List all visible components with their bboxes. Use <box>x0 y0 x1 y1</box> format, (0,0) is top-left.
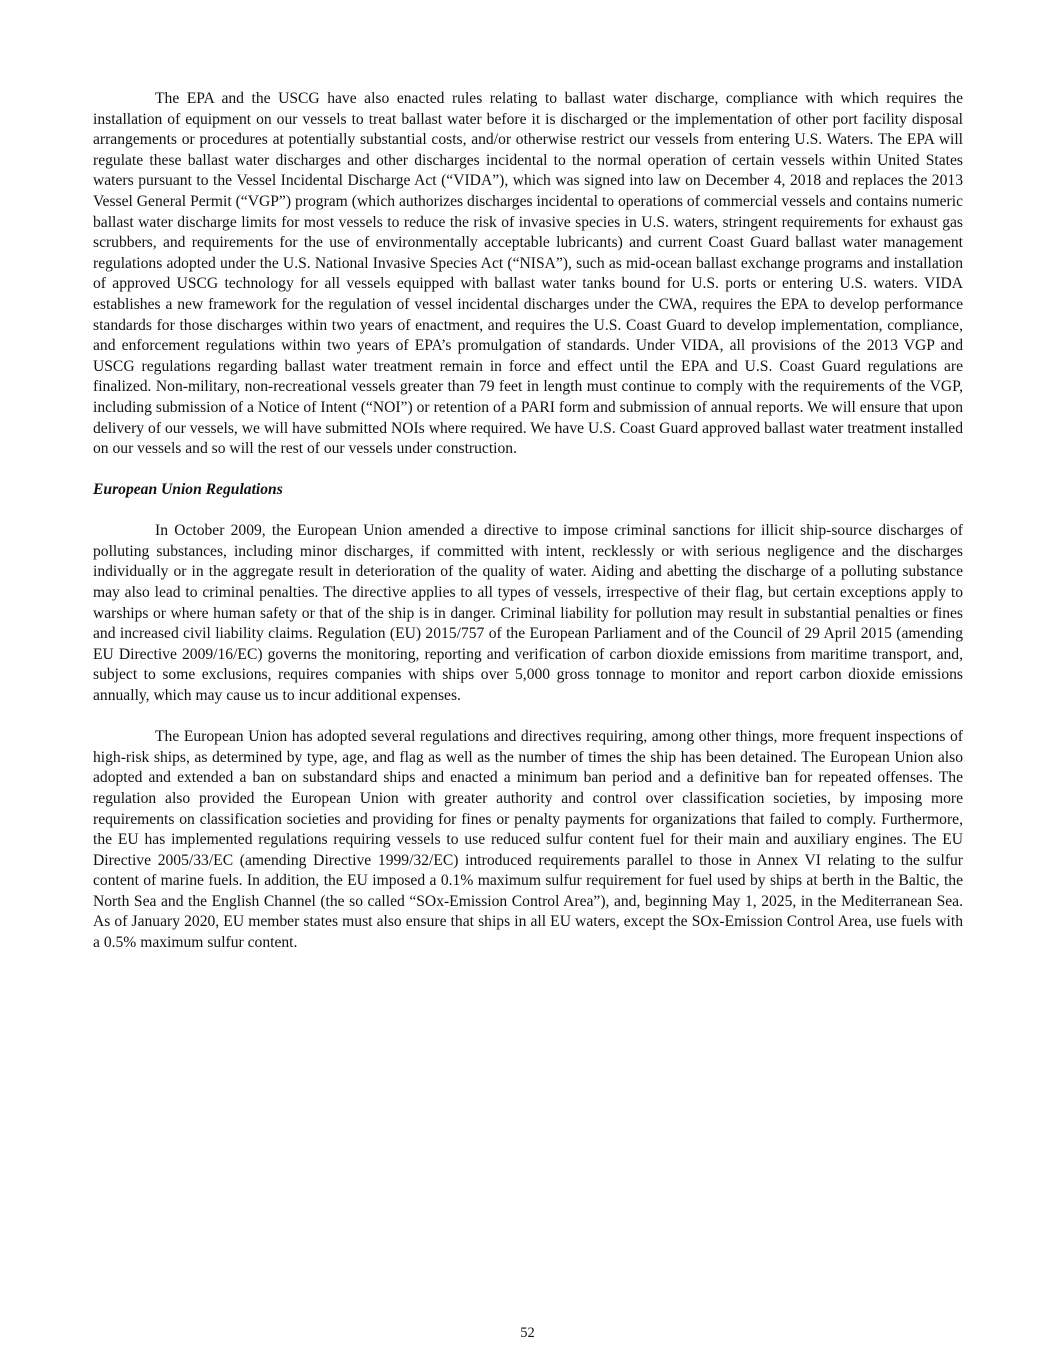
paragraph-eu-criminal-sanctions: In October 2009, the European Union amended a directive to impose criminal sanctions for illicit ship-source discharges of polluting substances, including minor discharges, if committed with intent, recklessly or with serious negligence and the discharges individually or in the aggregate result in deterioration of the quality of water. Aiding and abetting the discharge of a polluting substance may also lead to criminal penalties. The directive applies to all types of vessels, irrespective of their flag, but certain exceptions apply to warships or where human safety or that of the ship is in danger. Criminal liability for pollution may result in substantial penalties or fines and increased civil liability claims. Regulation (EU) 2015/757 of the European Parliament and of the Council of 29 April 2015 (amending EU Directive 2009/16/EC) governs the monitoring, reporting and verification of carbon dioxide emissions from maritime transport, and, subject to some exclusions, requires companies with ships over 5,000 gross tonnage to monitor and report carbon dioxide emissions annually, which may cause us to incur additional expenses. <box>93 522 963 705</box>
paragraph-eu-regulations-directives: The European Union has adopted several regulations and directives requiring, among other things, more frequent inspections of high-risk ships, as determined by type, age, and flag as well as the number of times the ship has been detained. The European Union also adopted and extended a ban on substandard ships and enacted a minimum ban period and a definitive ban for repeated offenses. The regulation also provided the European Union with greater authority and control over classification societies, by imposing more requirements on classification societies and providing for fines or penalty payments for organizations that failed to comply. Furthermore, the EU has implemented regulations requiring vessels to use reduced sulfur content fuel for their main and auxiliary engines. The EU Directive 2005/33/EC (amending Directive 1999/32/EC) introduced requirements parallel to those in Annex VI relating to the sulfur content of marine fuels. In addition, the EU imposed a 0.1% maximum sulfur requirement for fuel used by ships at berth in the Baltic, the North Sea and the English Channel (the so called “SOx-Emission Control Area”), and, beginning May 1, 2025, in the Mediterranean Sea. As of January 2020, EU member states must also ensure that ships in all EU waters, except the SOx-Emission Control Area, use fuels with a 0.5% maximum sulfur content. <box>93 728 963 952</box>
paragraph-ballast-water: The EPA and the USCG have also enacted rules relating to ballast water discharge, compliance with which requires the installation of equipment on our vessels to treat ballast water before it is discharged or the implementation of other port facility disposal arrangements or procedures at potentially substantial costs, and/or otherwise restrict our vessels from entering U.S. Waters. The EPA will regulate these ballast water discharges and other discharges incidental to the normal operation of certain vessels within United States waters pursuant to the Vessel Incidental Discharge Act (“VIDA”), which was signed into law on December 4, 2018 and replaces the 2013 Vessel General Permit (“VGP”) program (which authorizes discharges incidental to operations of commercial vessels and contains numeric ballast water discharge limits for most vessels to reduce the risk of invasive species in U.S. waters, stringent requirements for exhaust gas scrubbers, and requirements for the use of environmentally acceptable lubricants) and current Coast Guard ballast water management regulations adopted under the U.S. National Invasive Species Act (“NISA”), such as mid-ocean ballast exchange programs and installation of approved USCG technology for all vessels equipped with ballast water tanks bound for U.S. ports or entering U.S. waters. VIDA establishes a new framework for the regulation of vessel incidental discharges under the CWA, requires the EPA to develop performance standards for those discharges within two years of enactment, and requires the U.S. Coast Guard to develop implementation, compliance, and enforcement regulations within two years of EPA’s promulgation of standards. Under VIDA, all provisions of the 2013 VGP and USCG regulations regarding ballast water treatment remain in force and effect until the EPA and U.S. Coast Guard regulations are finalized. Non-military, non-recreational vessels greater than 79 feet in length must continue to comply with the requirements of the VGP, including submission of a Notice of Intent (“NOI”) or retention of a PARI form and submission of annual reports. We will ensure that upon delivery of our vessels, we will have submitted NOIs where required. We have U.S. Coast Guard approved ballast water treatment installed on our vessels and so will the rest of our vessels under construction. <box>93 90 963 458</box>
page-number: 52 <box>520 1325 535 1341</box>
document-page <box>93 89 963 974</box>
section-heading-eu-regulations: European Union Regulations <box>93 481 283 499</box>
